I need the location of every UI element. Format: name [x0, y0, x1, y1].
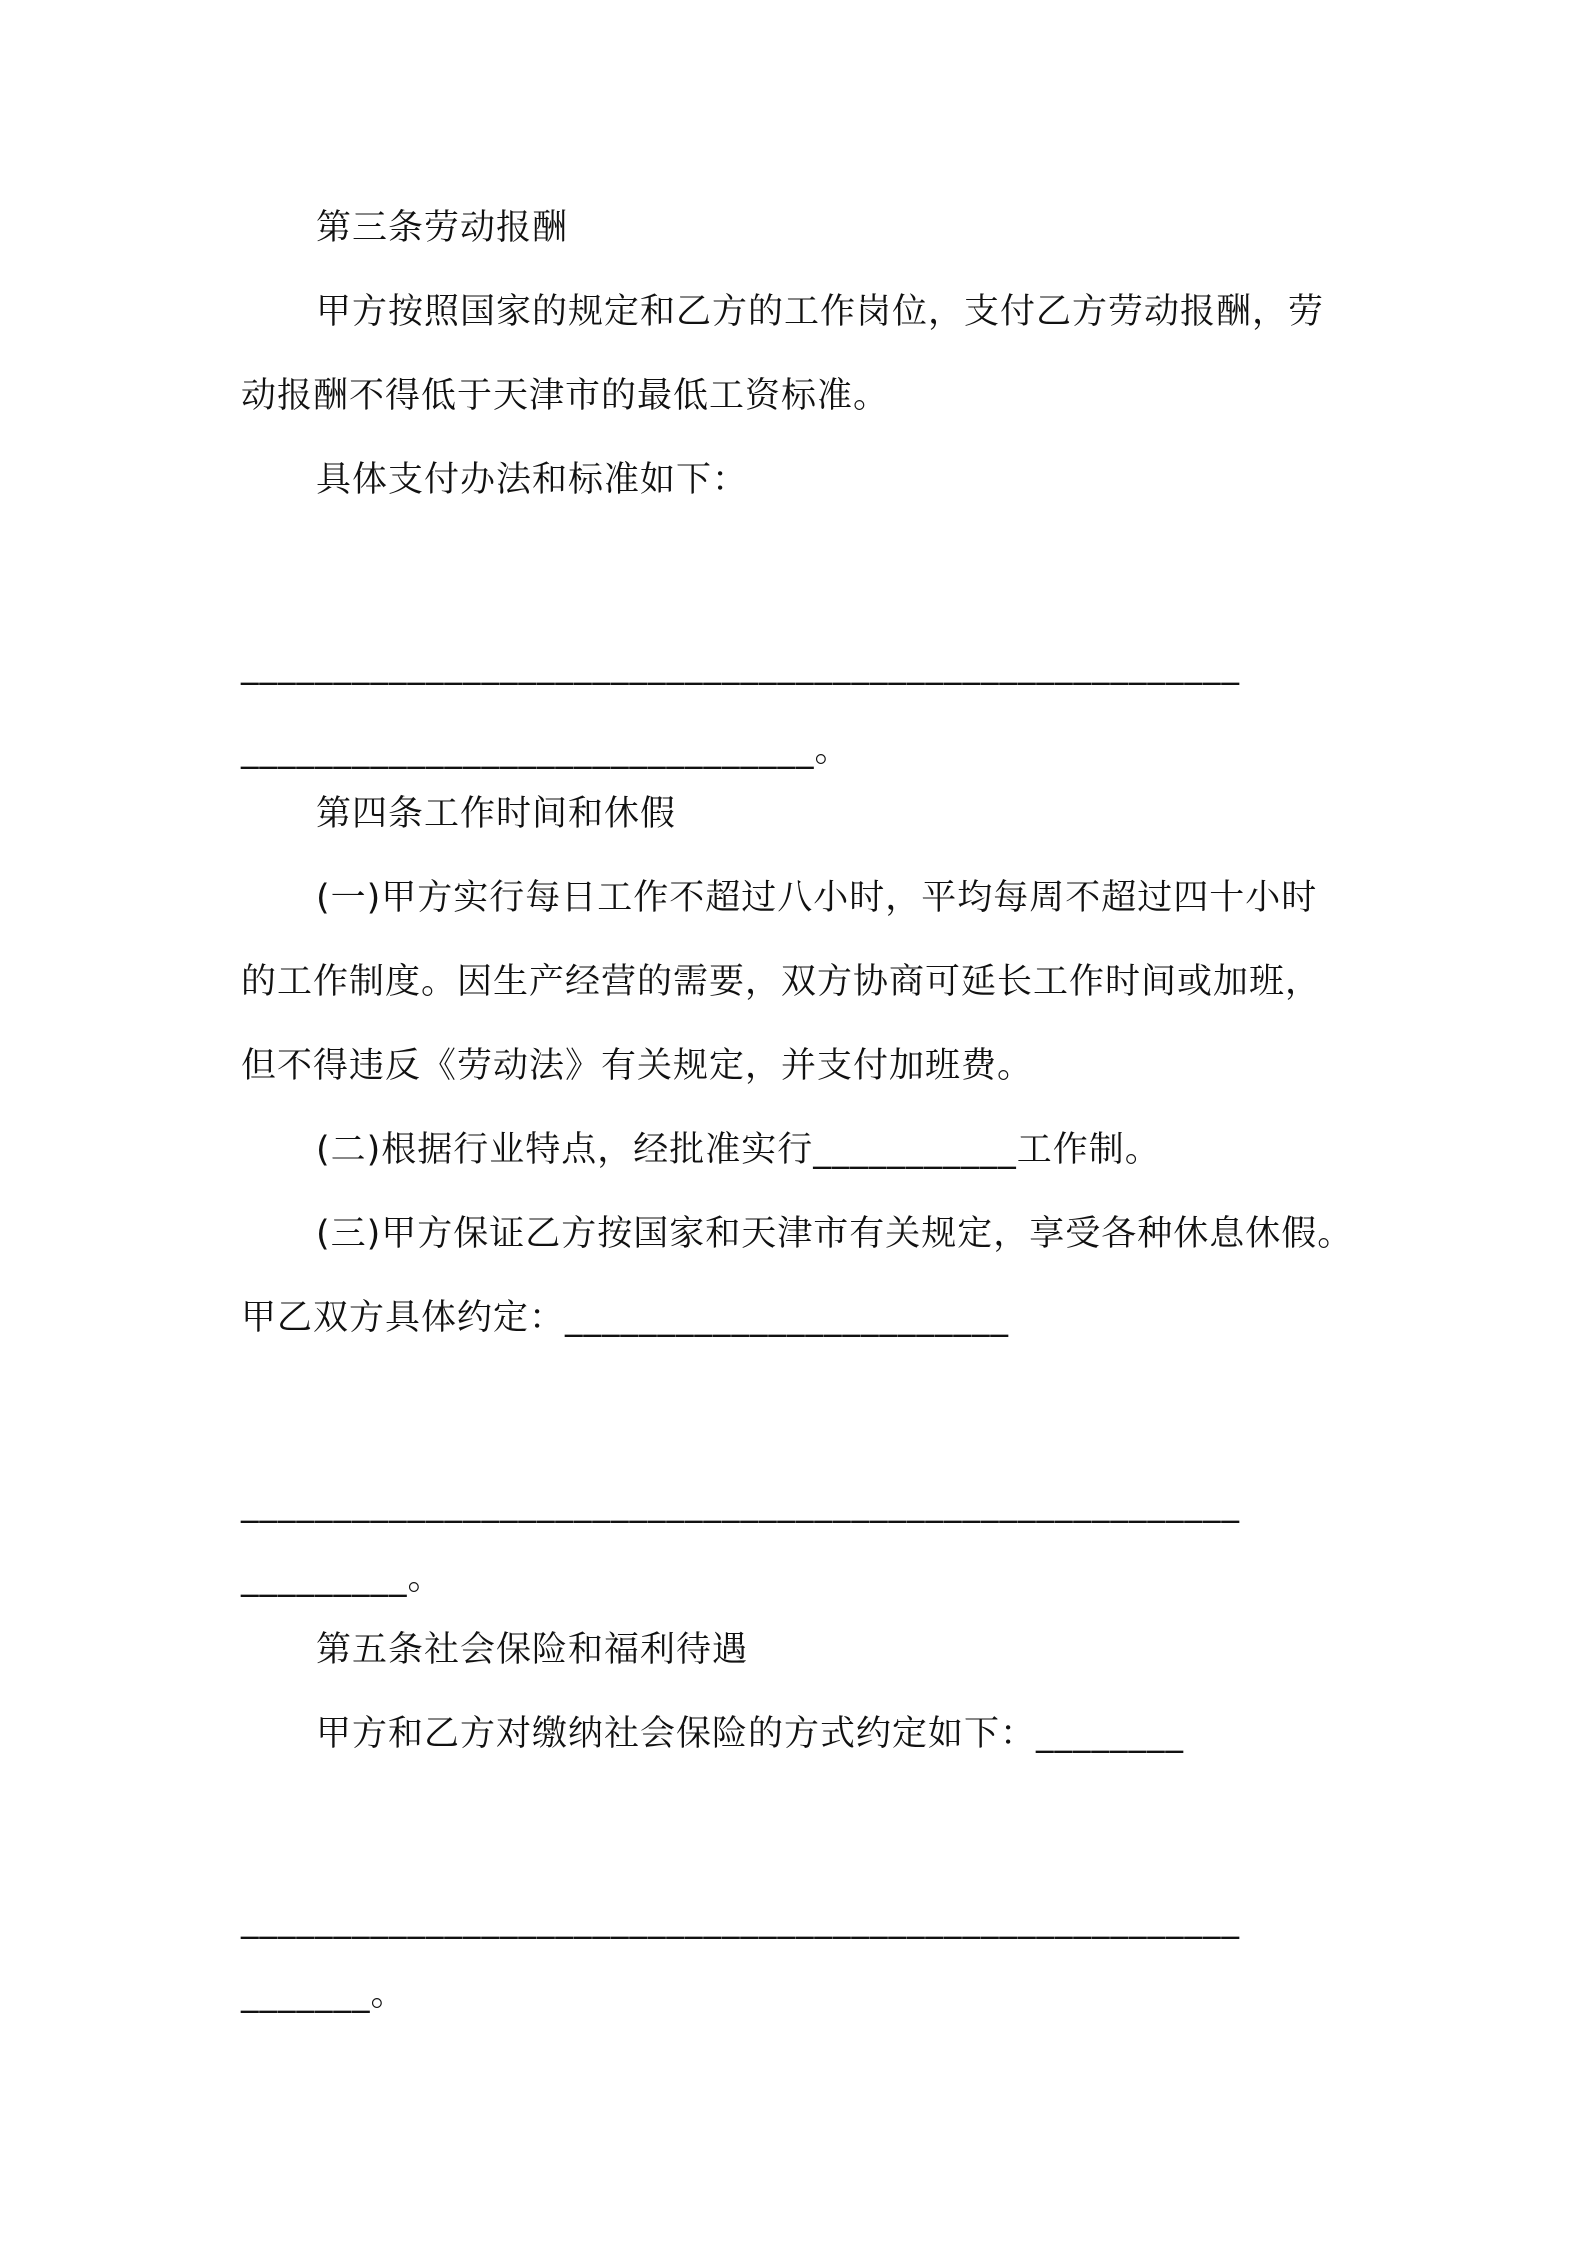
fill-in-blank-line: _______。	[241, 1974, 407, 2014]
fill-in-blank-line: ______________________________________________________	[241, 1900, 1240, 1940]
fill-in-blank-line: ______________________________________________________	[241, 646, 1240, 686]
article-5-heading: 第五条社会保险和福利待遇	[316, 1630, 749, 1670]
article-3-heading: 第三条劳动报酬	[316, 208, 569, 248]
fill-in-blank-line: 甲乙双方具体约定：________________________	[241, 1298, 1010, 1338]
paragraph-line: 具体支付办法和标准如下：	[316, 460, 749, 500]
paragraph-line: (二)根据行业特点，经批准实行___________工作制。	[316, 1130, 1161, 1170]
paragraph-line: (一)甲方实行每日工作不超过八小时，平均每周不超过四十小时	[316, 878, 1318, 918]
fill-in-blank-line: 甲方和乙方对缴纳社会保险的方式约定如下：________	[316, 1714, 1185, 1754]
fill-in-blank-line: ______________________________________________________	[241, 1484, 1240, 1524]
fill-in-blank-line: _______________________________。	[241, 730, 851, 770]
paragraph-line: 甲方按照国家的规定和乙方的工作岗位，支付乙方劳动报酬，劳	[316, 292, 1325, 332]
fill-in-blank-line: _________。	[241, 1558, 444, 1598]
article-4-heading: 第四条工作时间和休假	[316, 794, 677, 834]
paragraph-line: 动报酬不得低于天津市的最低工资标准。	[241, 376, 890, 416]
paragraph-line: 的工作制度。因生产经营的需要，双方协商可延长工作时间或加班，	[241, 962, 1322, 1002]
paragraph-line: (三)甲方保证乙方按国家和天津市有关规定，享受各种休息休假。	[316, 1214, 1354, 1254]
paragraph-line: 但不得违反《劳动法》有关规定，并支付加班费。	[241, 1046, 1034, 1086]
